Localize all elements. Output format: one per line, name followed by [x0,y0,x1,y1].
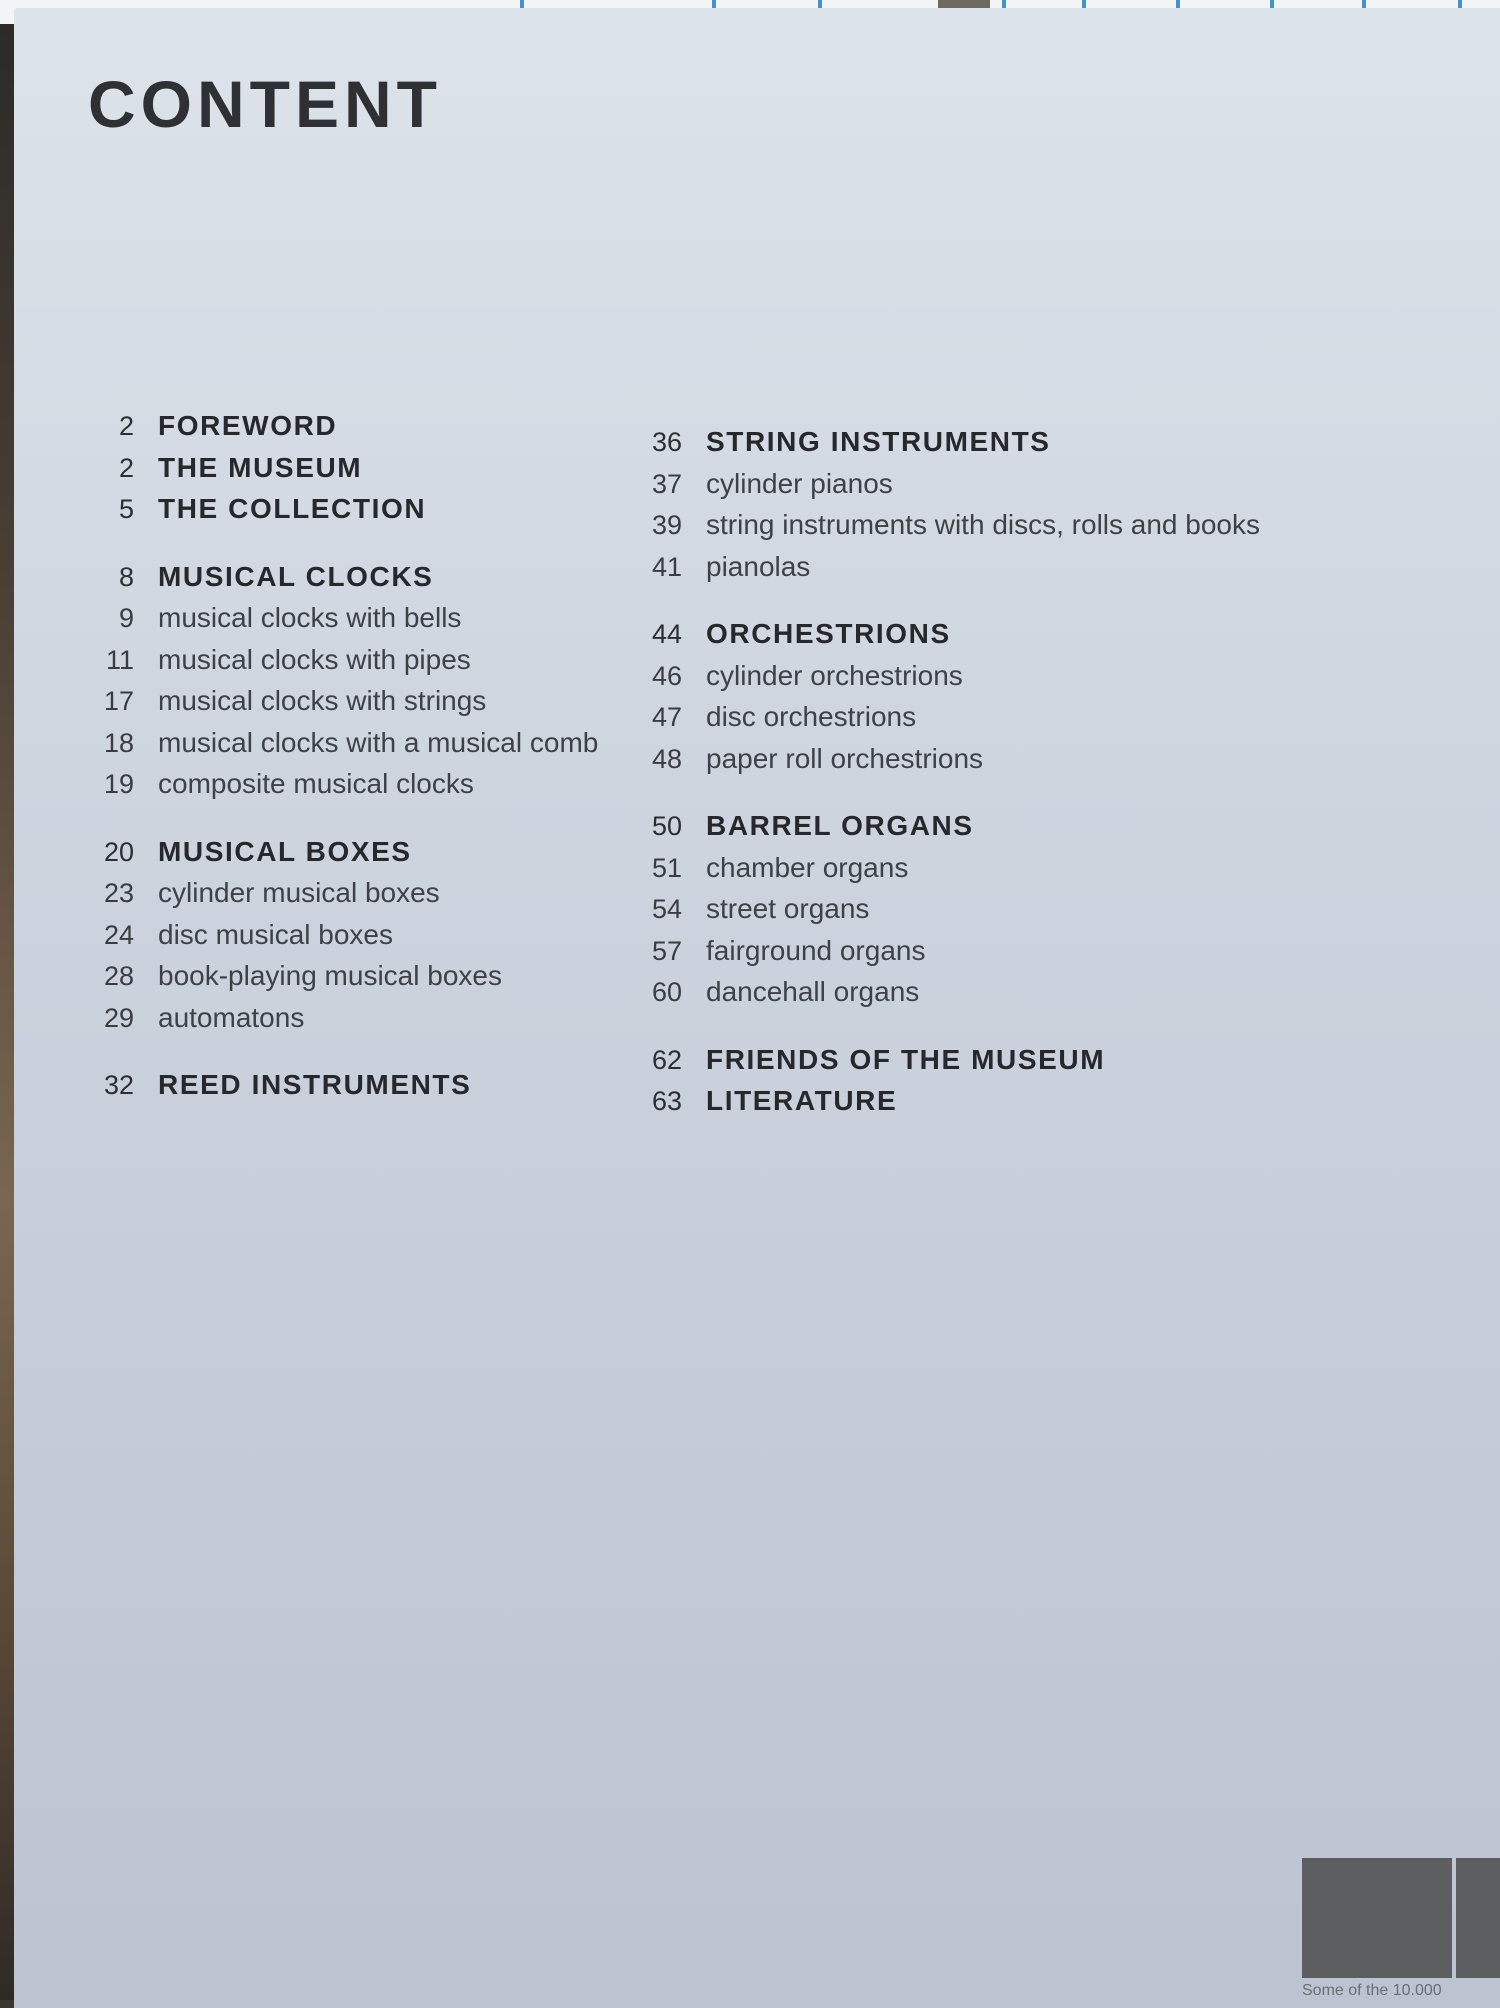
toc-page-number: 51 [651,852,682,883]
page-title: CONTENT [88,67,442,141]
toc-entry [622,551,1500,593]
toc-entry-label: musical clocks with strings [158,685,487,716]
toc-entry-label: disc musical boxes [158,918,393,950]
toc-page-number: 17 [103,686,134,716]
toc-page-number: 54 [651,894,682,924]
toc-page-number: 47 [651,702,682,732]
toc-entry [74,960,694,1002]
toc-page-number: 2 [118,411,134,441]
toc-entry-label: automatons [158,1001,305,1033]
toc-entry-label: MUSICAL CLOCKS [158,560,434,592]
toc-entry-label: ORCHESTRIONS [706,618,951,649]
toc-entry [622,935,1500,977]
toc-entry [622,468,1500,510]
toc-section [74,1069,694,1111]
toc-page-number: 37 [651,468,682,499]
toc-heading-entry [74,410,694,452]
toc-page-number: 8 [118,561,134,592]
toc-page-number: 24 [103,919,134,950]
toc-page-number: 50 [651,811,682,841]
toc-entry [74,602,694,644]
toc-entry-label: THE MUSEUM [158,451,363,483]
toc-entry-label: FRIENDS OF THE MUSEUM [706,1043,1106,1075]
toc-entry [622,509,1500,551]
toc-entry [74,919,694,961]
toc-heading-entry [74,836,694,878]
toc-entry [74,1002,694,1044]
toc-heading-entry [74,452,694,494]
toc-entry [74,877,694,919]
toc-section [74,836,694,1044]
toc-heading-entry [622,426,1500,468]
toc-heading-entry [622,618,1500,660]
toc-page-number: 29 [103,1002,134,1033]
toc-entry [622,976,1500,1018]
toc-entry-label: composite musical clocks [158,768,474,799]
toc-entry [74,727,694,769]
toc-heading-entry [74,561,694,603]
toc-entry-label: pianolas [706,550,811,582]
toc-entry-label: musical clocks with bells [158,602,462,633]
toc-entry-label: musical clocks with a musical comb [158,726,599,758]
toc-page-number: 48 [651,743,682,774]
toc-page-number: 19 [103,769,134,799]
toc-entry-label: BARREL ORGANS [706,810,974,841]
toc-section [74,561,694,810]
toc-entry-label: cylinder orchestrions [706,659,963,691]
footer-caption: Some of the 10.000 [1302,1982,1442,1999]
toc-page-number: 32 [103,1070,134,1100]
toc-page-number: 28 [103,961,134,991]
toc-section [622,618,1500,784]
document-page [14,8,1500,2008]
toc-entry-label: string instruments with discs, rolls and books [706,509,1260,540]
toc-page-number: 36 [651,427,682,457]
toc-page-number: 20 [103,836,134,867]
toc-page-number: 9 [118,603,134,633]
toc-page-number: 46 [651,660,682,691]
toc-entry-label: paper roll orchestrions [706,742,984,774]
toc-entry [622,852,1500,894]
toc-entry [622,701,1500,743]
toc-page-number: 5 [118,494,134,524]
toc-left-column [74,410,694,1137]
toc-page-number: 44 [651,619,682,649]
toc-page-number: 39 [651,510,682,540]
toc-entry-label: MUSICAL BOXES [158,835,412,867]
toc-page-number: 18 [103,727,134,758]
toc-entry [74,768,694,810]
toc-page-number: 11 [105,644,134,675]
toc-heading-entry [74,493,694,535]
toc-page-number: 63 [651,1086,682,1116]
toc-page-number: 2 [118,452,134,483]
toc-section [622,1044,1500,1127]
page-tabs [1302,1858,1500,1978]
toc-entry-label: musical clocks with pipes [158,643,471,675]
toc-entry-label: cylinder musical boxes [158,877,440,908]
toc-entry-label: FOREWORD [158,410,338,441]
toc-entry [74,644,694,686]
toc-entry-label: fairground organs [706,934,926,966]
toc-entry-label: book-playing musical boxes [158,960,502,991]
toc-heading-entry [622,1085,1500,1127]
toc-right-column [622,426,1500,1153]
toc-section [622,810,1500,1018]
toc-page-number: 23 [103,878,134,908]
toc-entry-label: street organs [706,893,870,924]
page-tab [1456,1858,1500,1978]
toc-entry [74,685,694,727]
toc-entry-label: chamber organs [706,851,909,883]
toc-page-number: 60 [651,977,682,1007]
toc-entry-label: disc orchestrions [706,701,917,732]
toc-entry-label: LITERATURE [706,1085,898,1116]
toc-entry [622,893,1500,935]
toc-entry [622,743,1500,785]
toc-page-number: 57 [651,935,682,966]
toc-entry-label: cylinder pianos [706,467,893,499]
toc-entry-label: STRING INSTRUMENTS [706,426,1051,457]
toc-heading-entry [622,1044,1500,1086]
toc-heading-entry [74,1069,694,1111]
toc-page-number: 41 [651,551,682,582]
toc-page-number: 62 [651,1044,682,1075]
toc-heading-entry [622,810,1500,852]
toc-section [622,426,1500,592]
toc-section [74,410,694,535]
page-tab [1302,1858,1452,1978]
toc-entry-label: dancehall organs [706,976,920,1007]
toc-entry [622,660,1500,702]
toc-entry-label: REED INSTRUMENTS [158,1069,472,1100]
toc-entry-label: THE COLLECTION [158,493,427,524]
